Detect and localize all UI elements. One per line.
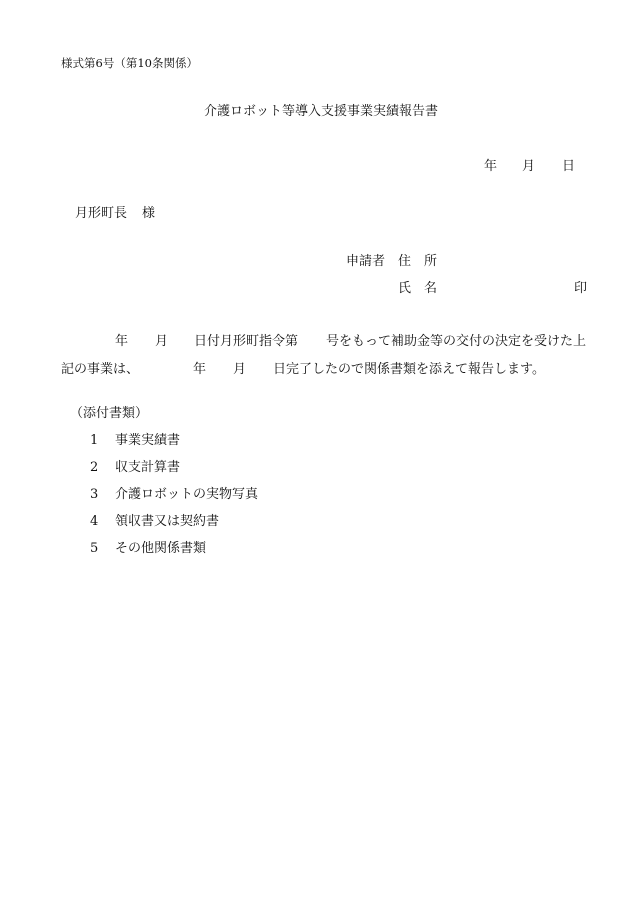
body-line2-rest: 日完了したので関係書類を添えて報告します。: [273, 362, 545, 377]
attachment-label: 事業実績書: [115, 433, 181, 448]
applicant-label: 申請者: [346, 254, 386, 269]
body-month-2: 月: [233, 362, 247, 377]
applicant-seal: 印: [574, 281, 588, 296]
attachment-label: 介護ロボットの実物写真: [115, 487, 259, 502]
attachment-number: 5: [90, 541, 99, 556]
attachments-heading: （添付書類）: [70, 406, 149, 421]
form-number: 様式第6号（第10条関係）: [61, 56, 198, 70]
document-title: 介護ロボット等導入支援事業実績報告書: [204, 104, 439, 119]
attachment-number: 3: [90, 487, 99, 502]
attachment-number: 2: [90, 460, 99, 475]
body-year-2: 年: [193, 362, 207, 377]
date-day-label: 日: [562, 159, 576, 174]
applicant-name-label: 氏 名: [398, 281, 438, 296]
body-line1-rest: 号をもって補助金等の交付の決定を受けた上: [326, 334, 587, 349]
attachment-number: 1: [90, 433, 99, 448]
addressee-name: 月形町長: [75, 206, 128, 221]
attachment-label: 収支計算書: [115, 460, 181, 475]
body-line2-start: 記の事業は、: [61, 362, 140, 377]
date-month-label: 月: [522, 159, 536, 174]
addressee-honorific: 様: [142, 206, 156, 221]
attachment-label: 領収書又は契約書: [115, 514, 220, 529]
body-month-1: 月: [155, 334, 169, 349]
attachment-label: その他関係書類: [115, 541, 207, 556]
attachment-number: 4: [90, 514, 99, 529]
applicant-address-label: 住 所: [398, 254, 438, 269]
date-year-label: 年: [484, 159, 498, 174]
body-year-1: 年: [115, 334, 129, 349]
body-directive-text: 日付月形町指令第: [194, 334, 299, 349]
